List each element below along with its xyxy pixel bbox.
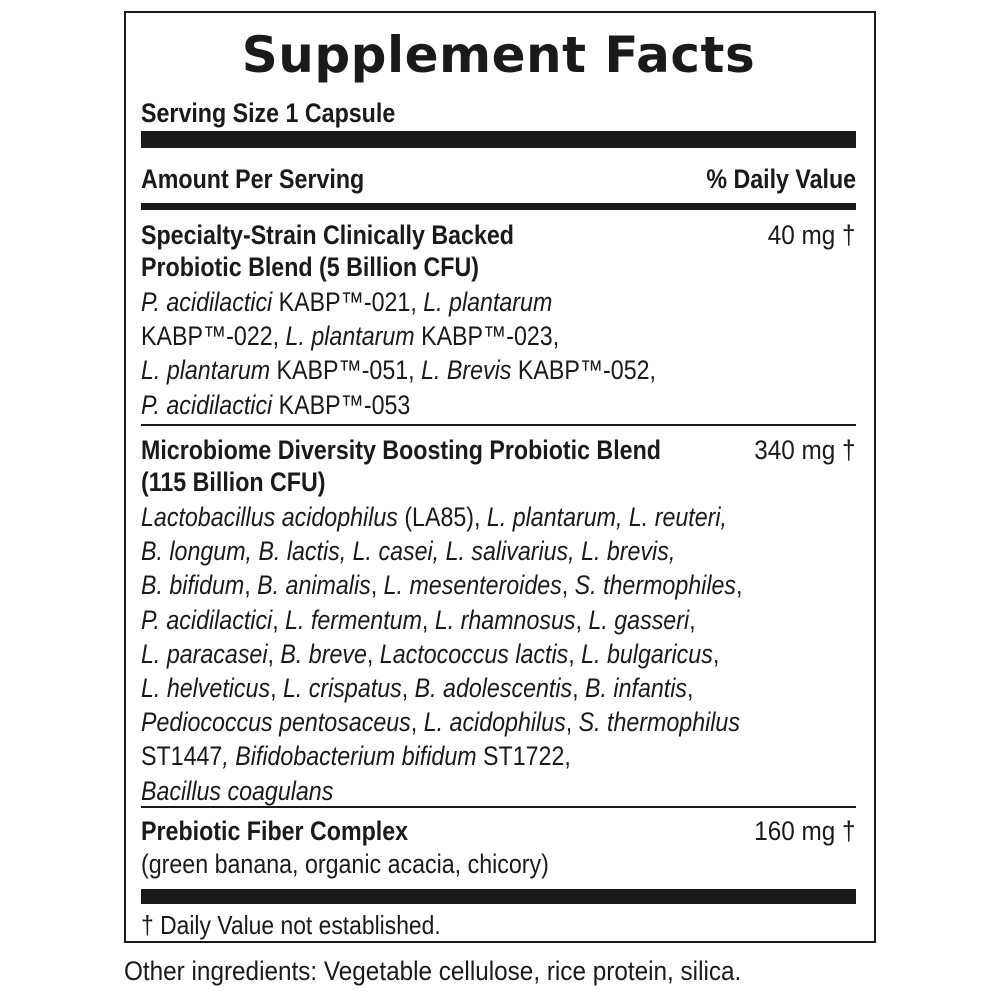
nutrient-amount: 40 mg † [768, 220, 856, 250]
ingredient-text: , [561, 570, 575, 601]
ingredient-list [141, 500, 756, 808]
ingredient-text: , [370, 570, 384, 601]
nutrient-amount: 340 mg † [754, 435, 856, 465]
ingredient-text: , [565, 707, 579, 738]
ingredient-text: KABP™-021, [272, 287, 424, 317]
ingredient-line [141, 774, 756, 808]
ingredient-italic-text: L. plantarum, L. reuteri, [486, 502, 727, 532]
ingredient-italic-text: B. longum, B. lactis, L. casei, L. salivarius, L. brevis, [141, 536, 676, 567]
ingredient-text: , [712, 638, 720, 669]
ingredient-text: , [401, 673, 415, 704]
ingredient-text: , [272, 604, 286, 635]
ingredient-text: (green banana, organic acacia, chicory) [141, 849, 549, 879]
ingredient-text: , [410, 707, 424, 738]
nutrient-amount: 160 mg † [754, 816, 856, 846]
ingredient-text: , [575, 604, 589, 635]
ingredient-italic-text: B. animalis [257, 570, 371, 601]
ingredient-italic-text: Pediococcus pentosaceus [141, 707, 411, 738]
nutrient-row [141, 219, 856, 422]
ingredient-italic-text: L. mesenteroides [383, 570, 562, 601]
row-divider [141, 806, 856, 808]
ingredient-line [141, 705, 756, 739]
ingredient-italic-text: Lactococcus lactis [379, 638, 569, 669]
ingredient-line [141, 671, 756, 705]
medium-divider [141, 203, 856, 210]
ingredient-line [141, 388, 756, 422]
ingredient-italic-text: L. plantarum [285, 321, 415, 352]
panel-content [141, 13, 856, 941]
ingredient-italic-text: P. acidilactici [141, 287, 273, 317]
footnote: † Daily Value not established. [141, 910, 441, 940]
supplement-facts-panel [124, 11, 876, 943]
nutrient-name-line: Prebiotic Fiber Complex [141, 816, 409, 846]
ingredient-italic-text: L. rhamnosus [434, 604, 576, 635]
ingredient-text: , [572, 673, 586, 704]
ingredient-list [141, 285, 756, 422]
ingredient-italic-text: L. Brevis [421, 355, 512, 386]
ingredient-italic-text: B. bifidum [141, 570, 245, 601]
ingredient-italic-text: L. acidophilus [423, 707, 566, 738]
ingredient-italic-text: L. fermentum [285, 604, 422, 635]
ingredient-line [141, 319, 756, 353]
ingredient-line [141, 285, 756, 319]
ingredient-text: , [686, 673, 694, 704]
ingredient-italic-text: L. plantarum [141, 355, 271, 386]
serving-size: Serving Size 1 Capsule [141, 98, 396, 128]
ingredient-italic-text: P. acidilactici [141, 389, 273, 420]
ingredient-line [141, 500, 756, 534]
ingredient-italic-text: L. gasseri [588, 604, 690, 635]
nutrient-name [141, 815, 756, 847]
ingredient-line [141, 739, 756, 773]
ingredient-text: KABP™-053 [272, 389, 411, 420]
ingredient-italic-text: S. thermophiles [574, 570, 737, 601]
ingredient-text: , [267, 638, 281, 669]
ingredient-text: KABP™-023, [414, 321, 560, 352]
nutrient-name-line: (115 Billion CFU) [141, 467, 326, 497]
ingredient-italic-text: S. thermophilus [578, 707, 740, 738]
ingredient-text: , [244, 570, 258, 601]
panel-title: Supplement Facts [241, 26, 756, 84]
ingredient-text: , [736, 570, 743, 601]
ingredient-italic-text: Bacillus coagulans [141, 775, 334, 806]
ingredient-line [141, 568, 756, 602]
ingredient-line [141, 603, 756, 637]
ingredient-italic-text: B. breve [280, 638, 367, 669]
nutrient-name [141, 219, 756, 283]
thick-divider-top [141, 131, 856, 148]
ingredient-text: KABP™-052, [511, 355, 656, 386]
nutrient-row [141, 434, 856, 808]
ingredient-italic-text: L. plantarum [423, 287, 553, 317]
daily-value-header: % Daily Value [706, 164, 856, 194]
ingredient-italic-text: L. paracasei [141, 638, 268, 669]
ingredient-italic-text: B. adolescentis [414, 673, 573, 704]
ingredient-text: KABP™-022, [141, 321, 286, 352]
ingredient-italic-text: L. bulgaricus [581, 638, 713, 669]
ingredient-text: , [689, 604, 696, 635]
amount-per-serving-header: Amount Per Serving [141, 164, 365, 194]
ingredient-line [141, 637, 756, 671]
ingredient-italic-text: L. helveticus [141, 673, 271, 704]
ingredient-text: , [568, 638, 582, 669]
nutrient-name [141, 434, 756, 498]
ingredient-italic-text: B. infantis [585, 673, 687, 704]
ingredient-line [141, 534, 756, 568]
nutrient-row [141, 815, 856, 881]
ingredient-italic-text: , Bifidobacterium bifidum [222, 741, 477, 772]
nutrient-name-line: Specialty-Strain Clinically Backed [141, 220, 514, 250]
ingredient-italic-text: Lactobacillus acidophilus [141, 502, 398, 532]
ingredient-text: ST1447 [141, 741, 223, 772]
ingredient-text: (LA85), [397, 502, 487, 532]
ingredient-list [141, 847, 756, 881]
nutrient-name-line: Microbiome Diversity Boosting Probiotic Blend [141, 435, 661, 465]
ingredient-italic-text: L. crispatus [282, 673, 402, 704]
ingredient-line [141, 353, 756, 387]
ingredient-line [141, 847, 756, 881]
ingredient-text: , [366, 638, 380, 669]
other-ingredients: Other ingredients: Vegetable cellulose, rice protein, silica. [124, 956, 742, 986]
row-divider [141, 424, 856, 426]
ingredient-text: , [270, 673, 283, 704]
ingredient-italic-text: P. acidilactici [141, 604, 273, 635]
ingredient-text: , [421, 604, 435, 635]
nutrient-name-line: Probiotic Blend (5 Billion CFU) [141, 252, 479, 282]
ingredient-text: KABP™-051, [270, 355, 422, 386]
thick-divider-bottom [141, 889, 856, 904]
ingredient-text: ST1722, [476, 741, 571, 772]
